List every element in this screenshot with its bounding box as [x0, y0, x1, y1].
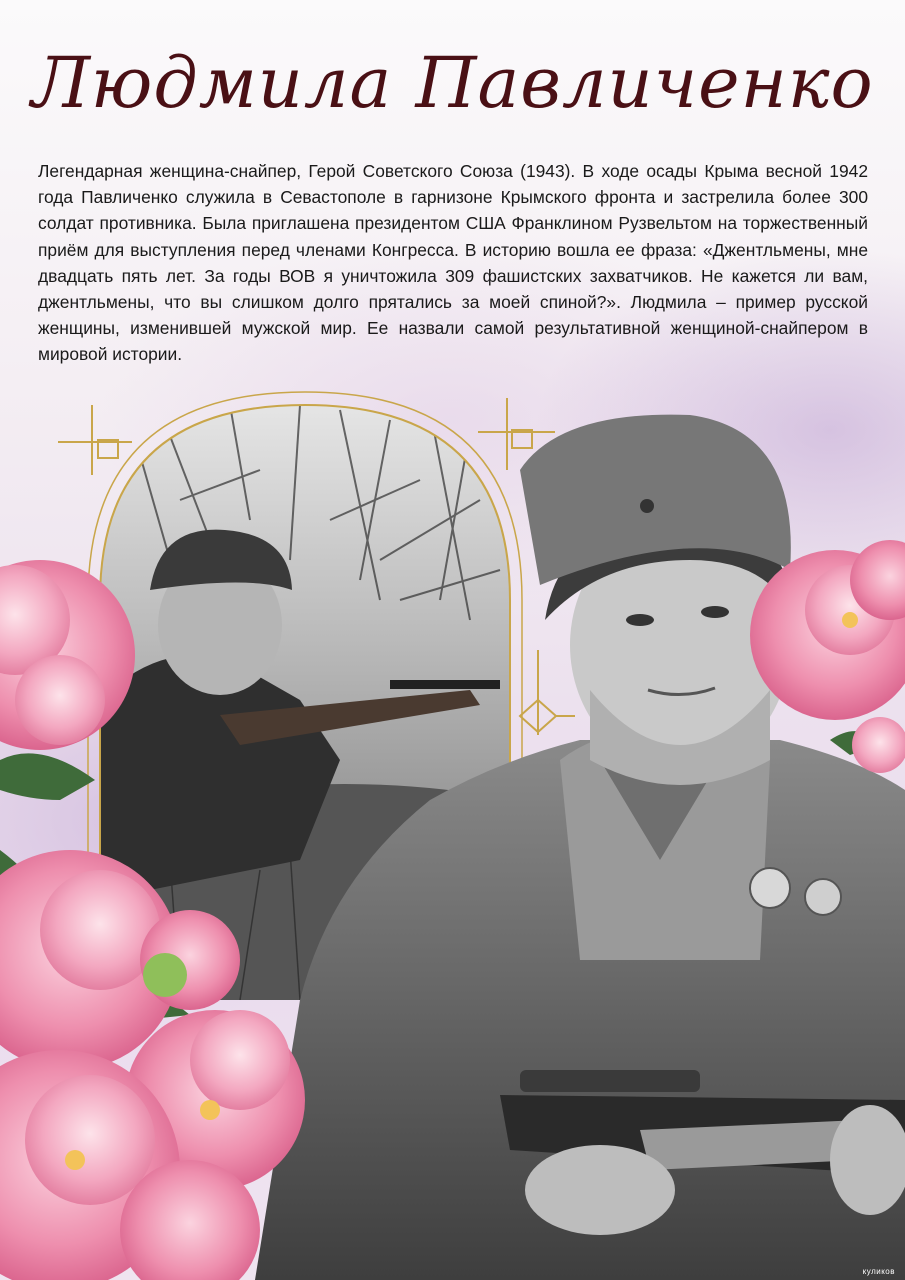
- gold-ornament-mid: [520, 650, 575, 735]
- watermark-text: куликов: [862, 1267, 895, 1276]
- poster-title: Людмила Павличенко: [31, 42, 874, 124]
- gold-ornament-left: [58, 405, 132, 475]
- biography-text: Легендарная женщина-снайпер, Герой Советского Союза (1943). В ходе осады Крыма весной 1942 года Павличенко служила в Севастополе в гарнизоне Крымского фронта и застрелила более 300 солдат противника. Была приглашена президентом США Франклином Рузвельтом на торжественный приём для выступления перед членами Конгресса. В историю вошла ее фраза: «Джентльмены, мне двадцать пять лет. За годы ВОВ я уничтожила 309 фашистских захватчиков. Не кажется ли вам, джентльмены, что вы слишком долго прятались за моей спиной?». Людмила – пример русской женщины, изменившей мужской мир. Ее назвали самой результативной женщиной-снайпером в мировой истории.: [38, 161, 868, 365]
